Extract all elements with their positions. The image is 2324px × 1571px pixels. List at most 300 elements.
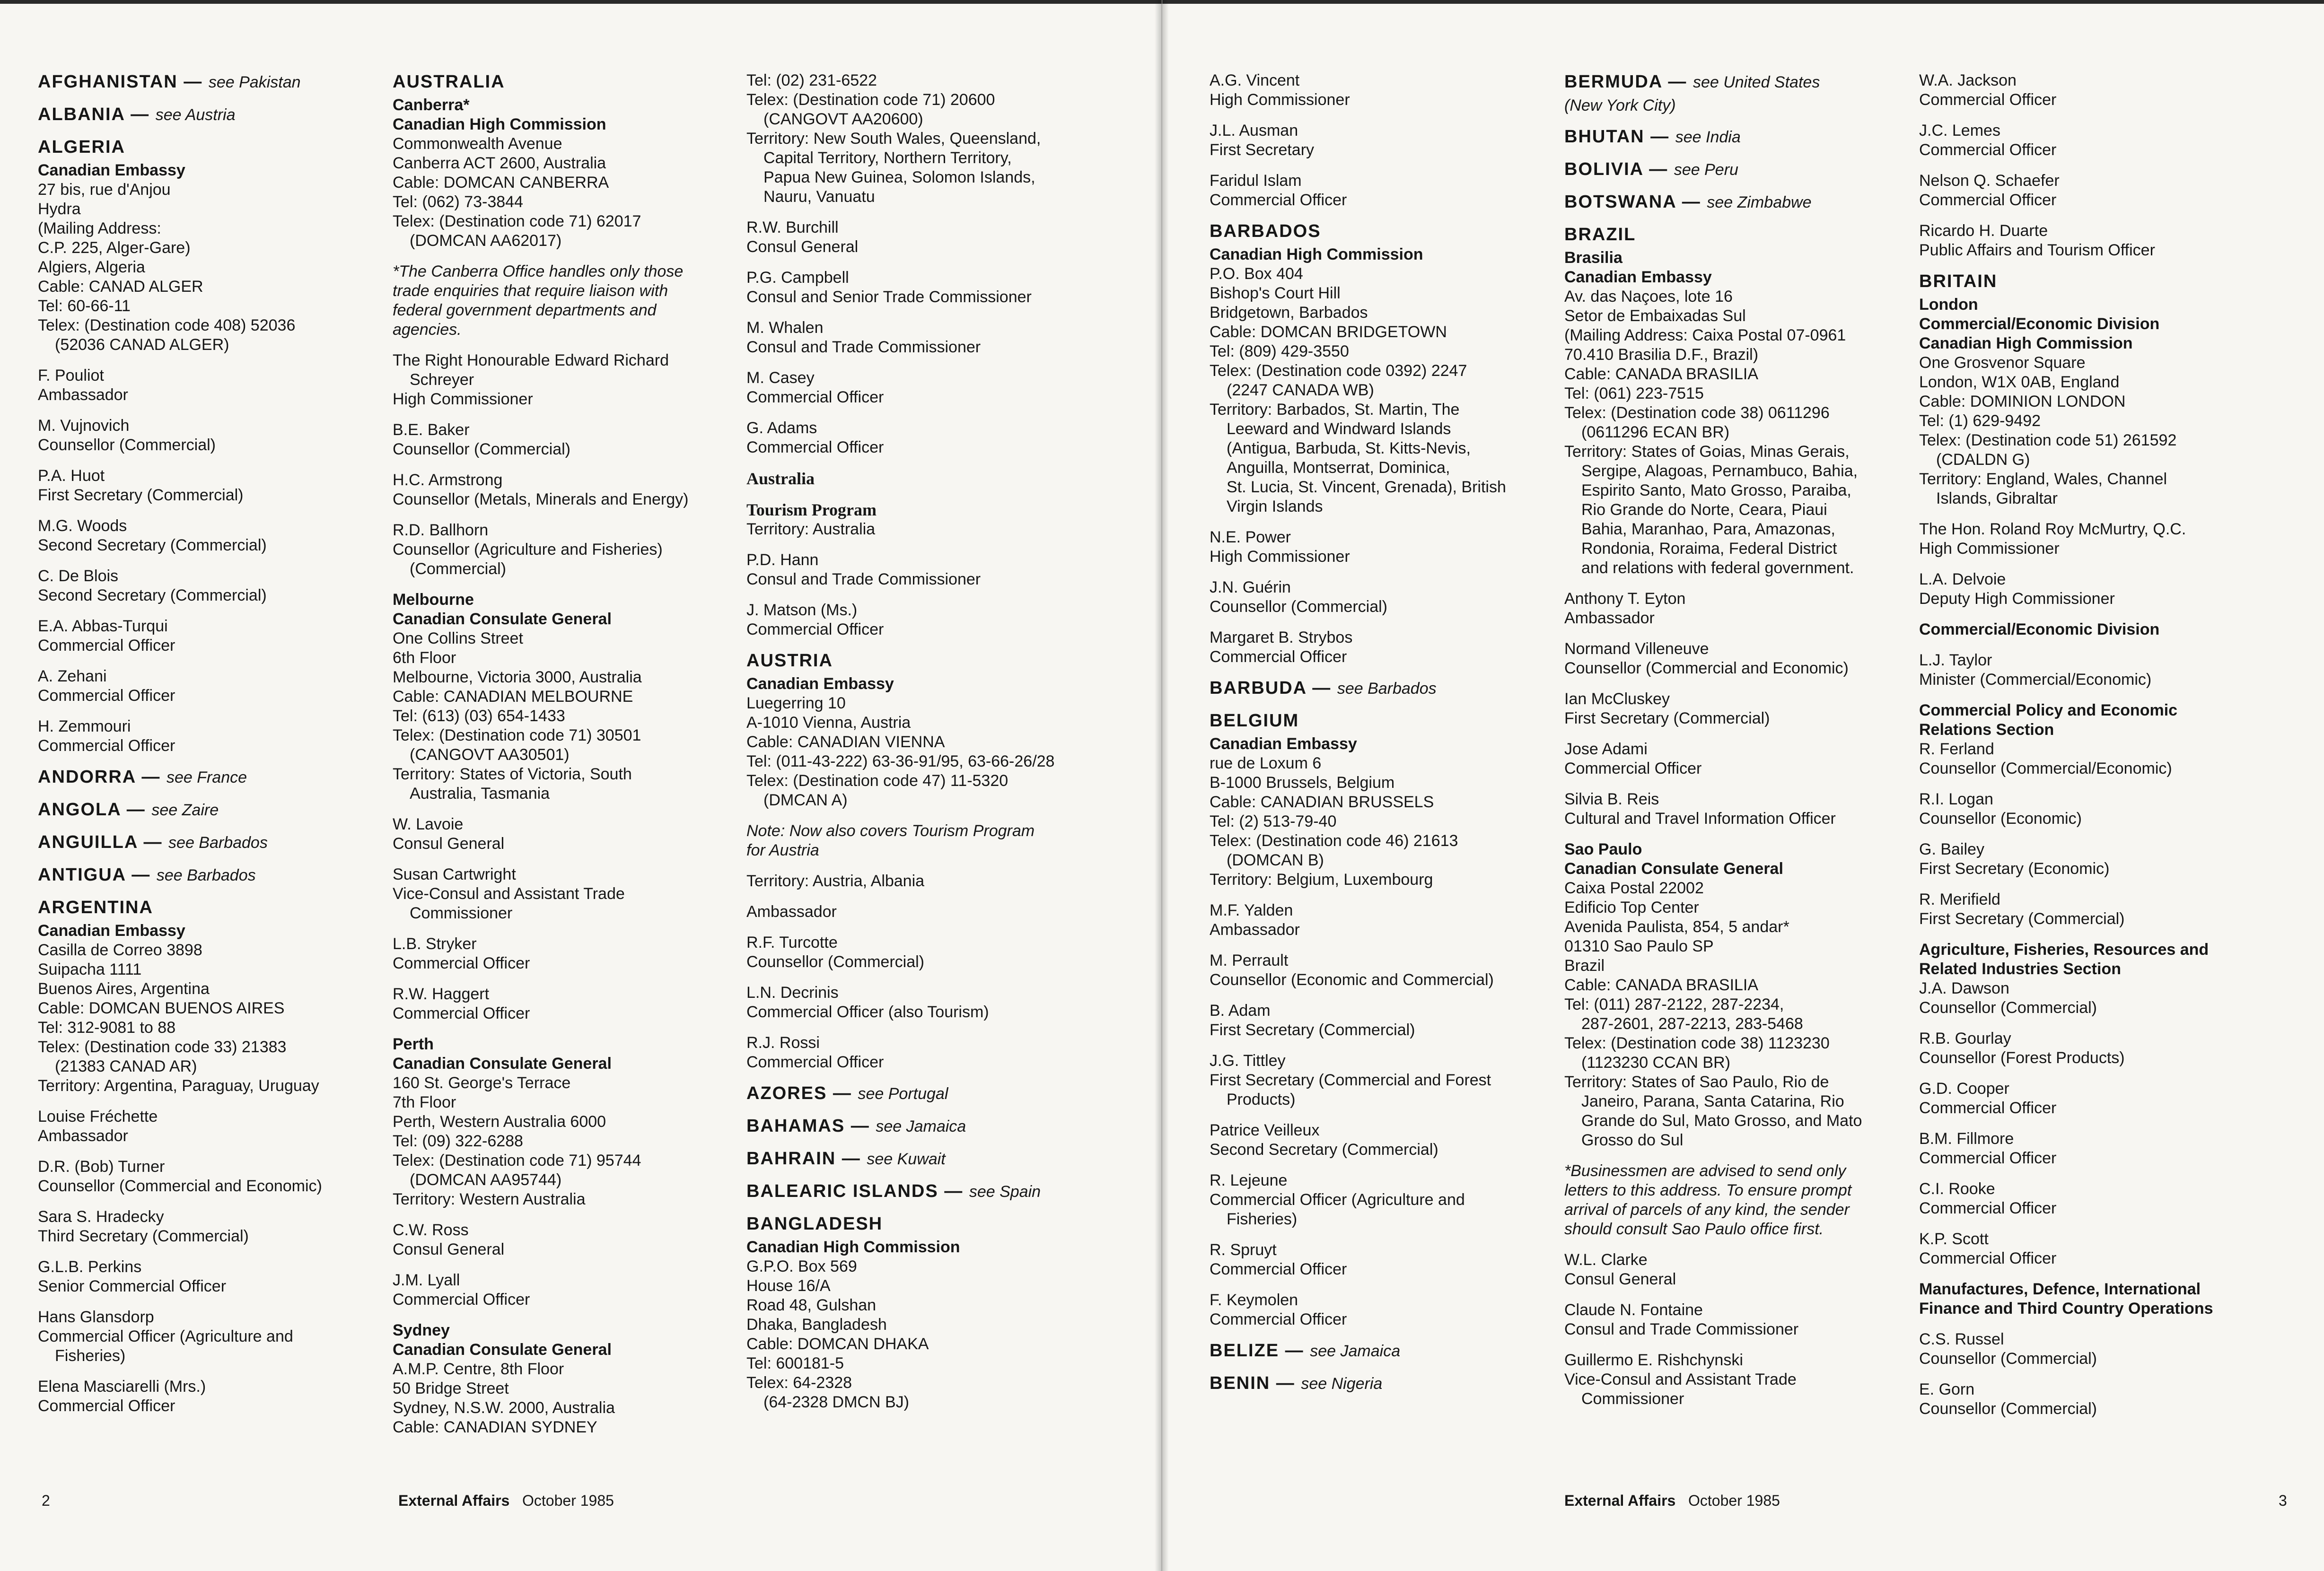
- country-heading: [38, 104, 360, 126]
- entry-line: First Secretary (Commercial): [1919, 910, 2125, 928]
- note-text: trade enquiries that require liaison with: [393, 282, 668, 300]
- entry-line: Territory: States of Victoria, South: [393, 765, 632, 783]
- office-name: Finance and Third Country Operations: [1919, 1300, 2213, 1318]
- entry-line-indented: Grande do Sul, Mato Grosso, and Mato: [1581, 1112, 1862, 1130]
- country-heading: [746, 1180, 1096, 1203]
- country-name: BALEARIC ISLANDS: [746, 1181, 938, 1201]
- entry-line: J.M. Lyall: [393, 1271, 460, 1289]
- entry-line: Counsellor (Economic): [1919, 810, 2082, 828]
- country-name: AUSTRIA: [746, 651, 833, 671]
- city-name: London: [1919, 296, 1978, 314]
- entry-line: Suipacha 1111: [38, 960, 142, 978]
- entry-line: Avenida Paulista, 854, 5 andar*: [1564, 918, 1789, 936]
- office-name: Canadian Embassy: [38, 161, 185, 179]
- entry-line: Consul and Trade Commissioner: [1564, 1320, 1799, 1338]
- entry-line: L.B. Stryker: [393, 935, 477, 953]
- entry-line: Cable: DOMCAN DHAKA: [746, 1335, 929, 1353]
- spacer: [1919, 929, 2269, 940]
- entry-line: Hans Glansdorp: [38, 1308, 154, 1326]
- entry-line: Territory: Austria, Albania: [746, 872, 925, 890]
- spacer: [38, 355, 360, 366]
- entry-line: First Secretary (Commercial): [38, 486, 244, 504]
- entry-line: J.N. Guérin: [1210, 578, 1291, 596]
- spacer: [1919, 829, 2269, 840]
- city-name: Sao Paulo: [1564, 840, 1642, 858]
- entry-line: J.A. Dawson: [1919, 979, 2009, 997]
- entry-line: K.P. Scott: [1919, 1230, 1989, 1248]
- entry-line: Ambassador: [38, 386, 128, 404]
- office-name: Manufactures, Defence, International: [1919, 1280, 2201, 1298]
- entry-line: Vice-Consul and Assistant Trade: [393, 885, 625, 903]
- entry-line: Cable: CANADA BRASILIA: [1564, 976, 1759, 994]
- entry-line: Commercial Officer: [38, 1397, 175, 1415]
- entry-line: Ricardo H. Duarte: [1919, 222, 2048, 240]
- country-name: BRAZIL: [1564, 225, 1636, 244]
- see-reference: see India: [1675, 128, 1741, 146]
- entry-line-indented: Australia, Tasmania: [410, 785, 550, 803]
- office-name: Canadian High Commission: [393, 115, 606, 133]
- entry-line: H.C. Armstrong: [393, 471, 503, 489]
- entry-line: Bishop's Court Hill: [1210, 284, 1341, 302]
- entry-line: L.N. Decrinis: [746, 984, 839, 1002]
- entry-line: G.L.B. Perkins: [38, 1258, 142, 1276]
- office-name: Canadian Embassy: [38, 922, 185, 940]
- note-text: should consult Sao Paulo office first.: [1564, 1220, 1824, 1238]
- entry-line: Telex: (Destination code 47) 11-5320: [746, 772, 1009, 790]
- entry-line: Commercial Officer: [1210, 1310, 1347, 1328]
- entry-line: Tel: (2) 513-79-40: [1210, 812, 1337, 830]
- entry-line: R. Merifield: [1919, 890, 2000, 908]
- spacer: [746, 1022, 1096, 1033]
- entry-line: Telex: (Destination code 71) 62017: [393, 212, 641, 230]
- spacer: [1919, 1068, 2269, 1079]
- spacer: [1919, 609, 2269, 620]
- footer-publication: External Affairs: [1564, 1492, 1676, 1509]
- see-dash: —: [124, 105, 156, 124]
- footer-date: October 1985: [1688, 1492, 1780, 1509]
- entry-line: Nelson Q. Schaefer: [1919, 172, 2060, 190]
- entry-line: 7th Floor: [393, 1093, 456, 1111]
- entry-line-indented: Bahia, Maranhao, Para, Amazonas,: [1581, 520, 1835, 538]
- spacer: [1919, 1118, 2269, 1129]
- country-name: ANTIGUA: [38, 865, 126, 885]
- entry-line: Commercial Officer: [1919, 1149, 2057, 1167]
- country-heading: [38, 766, 360, 788]
- entry-line-indented: (CANGOVT AA20600): [763, 110, 923, 128]
- spacer: [746, 860, 1096, 872]
- top-rule: [0, 0, 1162, 4]
- see-dash: —: [177, 72, 209, 92]
- spacer: [746, 810, 1096, 821]
- entry-line: R. Lejeune: [1210, 1171, 1288, 1189]
- entry-line: Counsellor (Commercial): [393, 440, 570, 458]
- entry-line-indented: Espirito Santo, Mato Grosso, Paraiba,: [1581, 481, 1851, 499]
- entry-line: H. Zemmouri: [38, 717, 131, 735]
- country-name: BARBADOS: [1210, 221, 1321, 241]
- spacer: [393, 579, 743, 590]
- entry-line: Consul General: [393, 835, 505, 853]
- entry-line: J. Matson (Ms.): [746, 601, 858, 619]
- entry-line: G. Bailey: [1919, 840, 1984, 858]
- entry-line: Commercial Officer: [1210, 1260, 1347, 1278]
- entry-line: Tel: (1) 629-9492: [1919, 412, 2041, 430]
- country-heading: [1564, 224, 1914, 245]
- entry-line-indented: (DOMCAN B): [1227, 851, 1324, 869]
- entry-line: Cable: CANADIAN VIENNA: [746, 733, 945, 751]
- entry-line: B. Adam: [1210, 1002, 1271, 1020]
- entry-line: First Secretary (Commercial and Forest: [1210, 1071, 1491, 1089]
- office-name: Canadian Embassy: [746, 675, 894, 693]
- entry-line: Commercial Officer: [393, 1291, 530, 1309]
- spacer: [1210, 990, 1531, 1001]
- entry-line: J.C. Lemes: [1919, 122, 2000, 140]
- entry-line: F. Keymolen: [1210, 1291, 1298, 1309]
- entry-line-indented: (21383 CANAD AR): [55, 1057, 197, 1075]
- entry-line: Second Secretary (Commercial): [38, 586, 267, 604]
- spacer: [393, 1209, 743, 1221]
- country-heading: [746, 1115, 1096, 1137]
- entry-line: Sara S. Hradecky: [38, 1208, 164, 1226]
- entry-line: Commercial Officer: [393, 1004, 530, 1022]
- entry-line-indented: Fisheries): [1227, 1210, 1298, 1228]
- entry-line: Commercial Officer: [393, 954, 530, 972]
- entry-line-indented: St. Lucia, St. Vincent, Grenada), British: [1227, 478, 1506, 496]
- spacer: [1919, 1318, 2269, 1330]
- entry-line: R. Spruyt: [1210, 1241, 1277, 1259]
- entry-line: Telex: (Destination code 408) 52036: [38, 316, 296, 334]
- entry-line: Commercial Officer: [1919, 141, 2057, 159]
- entry-line: E.A. Abbas-Turqui: [38, 617, 168, 635]
- entry-line: G. Adams: [746, 419, 817, 437]
- country-name: BHUTAN: [1564, 127, 1645, 147]
- spacer: [746, 891, 1096, 902]
- entry-line: Dhaka, Bangladesh: [746, 1316, 887, 1334]
- see-reference: see Barbados: [168, 834, 268, 852]
- entry-line: Claude N. Fontaine: [1564, 1301, 1703, 1319]
- entry-line: Elena Masciarelli (Mrs.): [38, 1378, 206, 1396]
- entry-line: 6th Floor: [393, 649, 456, 667]
- entry-line: Commercial Officer (Agriculture and: [1210, 1191, 1465, 1209]
- entry-line: Faridul Islam: [1210, 172, 1302, 190]
- entry-line: Territory: England, Wales, Channel: [1919, 470, 2167, 488]
- country-name: BAHAMAS: [746, 1116, 845, 1136]
- entry-line-indented: Commissioner: [1581, 1390, 1684, 1408]
- entry-line: Guillermo E. Rishchynski: [1564, 1351, 1743, 1369]
- entry-line: Melbourne, Victoria 3000, Australia: [393, 668, 642, 686]
- program-heading: Tourism Program: [746, 500, 877, 519]
- spacer: [746, 307, 1096, 318]
- country-name: AZORES: [746, 1083, 827, 1103]
- country-heading: [38, 897, 360, 918]
- entry-line: Road 48, Gulshan: [746, 1296, 877, 1314]
- entry-line: Margaret B. Strybos: [1210, 628, 1353, 646]
- entry-line: Telex: (Destination code 51) 261592: [1919, 431, 2177, 449]
- entry-line: rue de Loxum 6: [1210, 754, 1322, 772]
- spacer: [1210, 617, 1531, 628]
- see-dash: —: [827, 1083, 858, 1103]
- entry-line: Cable: CANADIAN MELBOURNE: [393, 688, 633, 706]
- office-name: Canadian Consulate General: [393, 610, 612, 628]
- entry-line: Telex: (Destination code 33) 21383: [38, 1038, 287, 1056]
- see-dash: —: [1676, 192, 1707, 212]
- country-heading: [1564, 158, 1914, 181]
- entry-line: 160 St. George's Terrace: [393, 1074, 571, 1092]
- entry-line: Counsellor (Commercial): [746, 953, 924, 971]
- country-heading: [1210, 220, 1531, 242]
- entry-line: Counsellor (Commercial and Economic): [38, 1177, 322, 1195]
- entry-line: J.L. Ausman: [1210, 122, 1298, 140]
- entry-line-indented: Commissioner: [410, 904, 513, 922]
- see-reference: see Kuwait: [867, 1150, 946, 1168]
- country-name: BOLIVIA: [1564, 159, 1643, 179]
- country-heading: [746, 1082, 1096, 1105]
- entry-line-indented: Anguilla, Montserrat, Dominica,: [1227, 459, 1450, 477]
- entry-line: Brazil: [1564, 957, 1605, 975]
- spacer: [1919, 639, 2269, 651]
- entry-line: Territory: States of Sao Paulo, Rio de: [1564, 1073, 1829, 1091]
- entry-line: Counsellor (Commercial and Economic): [1564, 659, 1849, 677]
- see-dash: —: [135, 767, 167, 787]
- spacer: [746, 257, 1096, 268]
- note-text: letters to this address. To ensure prompt: [1564, 1181, 1852, 1199]
- entry-line-indented: Rio Grande do Norte, Ceara, Piaui: [1581, 501, 1827, 519]
- entry-line: Ambassador: [38, 1127, 128, 1145]
- entry-line: Telex: (Destination code 46) 21613: [1210, 832, 1458, 850]
- entry-line: Territory: Belgium, Luxembourg: [1210, 871, 1433, 889]
- spacer: [1919, 1018, 2269, 1029]
- note-text: (New York City): [1564, 96, 1676, 114]
- spacer: [746, 357, 1096, 368]
- entry-line: W.A. Jackson: [1919, 71, 2017, 89]
- entry-line: (Mailing Address:: [38, 219, 161, 237]
- entry-line: Cable: DOMCAN BRIDGETOWN: [1210, 323, 1447, 341]
- spacer: [393, 1309, 743, 1321]
- entry-line: M. Vujnovich: [38, 417, 130, 435]
- entry-line: Hydra: [38, 200, 81, 218]
- spacer: [1210, 567, 1531, 578]
- country-heading: [1210, 710, 1531, 732]
- spacer: [1919, 778, 2269, 790]
- entry-line: P.G. Campbell: [746, 269, 849, 287]
- entry-line: Commercial Officer: [1919, 1199, 2057, 1217]
- spacer: [1210, 1279, 1531, 1291]
- spacer: [1210, 160, 1531, 171]
- entry-line: Territory: States of Goias, Minas Gerais,: [1564, 443, 1850, 461]
- city-name: Melbourne: [393, 591, 474, 609]
- entry-line: R.F. Turcotte: [746, 934, 838, 951]
- entry-line: Territory: Argentina, Paraguay, Uruguay: [38, 1077, 319, 1095]
- country-name: BOTSWANA: [1564, 192, 1676, 212]
- spacer: [1919, 110, 2269, 121]
- entry-line: B.M. Fillmore: [1919, 1130, 2014, 1148]
- entry-line: The Hon. Roland Roy McMurtry, Q.C.: [1919, 520, 2186, 538]
- spacer: [1919, 1168, 2269, 1179]
- country-heading: [38, 799, 360, 821]
- top-rule: [1162, 0, 2324, 4]
- entry-line: Cable: DOMCAN BUENOS AIRES: [38, 999, 285, 1017]
- page-number: 3: [2279, 1492, 2287, 1509]
- entry-line: Commercial Officer (Agriculture and: [38, 1327, 293, 1345]
- entry-line: Counsellor (Commercial/Economic): [1919, 759, 2172, 777]
- spacer: [393, 803, 743, 815]
- entry-line: Ambassador: [1210, 921, 1300, 939]
- spacer: [1210, 940, 1531, 951]
- country-name: BAHRAIN: [746, 1149, 836, 1169]
- note-text: federal government departments and: [393, 301, 657, 319]
- see-dash: —: [836, 1149, 867, 1169]
- country-name: BARBUDA: [1210, 678, 1307, 698]
- entry-line: High Commissioner: [1210, 548, 1350, 566]
- office-name: Canadian Embassy: [1210, 735, 1357, 753]
- entry-line: Tel: (011) 287-2122, 287-2234,: [1564, 995, 1784, 1013]
- entry-line: Counsellor (Agriculture and Fisheries): [393, 541, 663, 559]
- entry-line: Telex: (Destination code 71) 30501: [393, 726, 641, 744]
- entry-line: Territory: New South Wales, Queensland,: [746, 130, 1041, 148]
- spacer: [393, 973, 743, 985]
- see-dash: —: [121, 800, 152, 820]
- country-name: ARGENTINA: [38, 898, 153, 917]
- spacer: [1564, 678, 1914, 689]
- entry-line: Luegerring 10: [746, 694, 846, 712]
- country-name: ANGUILLA: [38, 832, 138, 852]
- spacer: [746, 589, 1096, 601]
- entry-line-indented: Papua New Guinea, Solomon Islands,: [763, 168, 1035, 186]
- entry-line: Territory: Barbados, St. Martin, The: [1210, 401, 1460, 419]
- spacer: [38, 505, 360, 516]
- entry-line: Telex: (Destination code 38) 1123230: [1564, 1034, 1830, 1052]
- spacer: [38, 1246, 360, 1257]
- entry-line: A.M.P. Centre, 8th Floor: [393, 1360, 564, 1378]
- see-dash: —: [845, 1116, 876, 1136]
- city-name: Sydney: [393, 1321, 450, 1339]
- spacer: [1564, 1239, 1914, 1250]
- spacer: [393, 340, 743, 351]
- binding-gutter: [1155, 0, 1169, 1571]
- entry-line: Commercial Officer: [1919, 1249, 2057, 1267]
- spacer: [1919, 160, 2269, 171]
- entry-line: P.O. Box 404: [1210, 265, 1303, 283]
- country-heading: [1564, 191, 1914, 213]
- entry-line: Caixa Postal 22002: [1564, 879, 1704, 897]
- entry-line: Commercial Officer: [746, 1053, 884, 1071]
- entry-line-indented: Grosso do Sul: [1581, 1131, 1684, 1149]
- entry-line: R.I. Logan: [1919, 790, 1993, 808]
- see-reference: see Pakistan: [208, 73, 301, 91]
- program-heading: Australia: [746, 469, 815, 488]
- entry-line: M. Casey: [746, 369, 815, 387]
- entry-line: 01310 Sao Paulo SP: [1564, 937, 1714, 955]
- spacer: [1564, 1289, 1914, 1300]
- entry-line: Commercial Officer: [746, 620, 884, 638]
- entry-line: R.B. Gourlay: [1919, 1030, 2011, 1047]
- entry-line: Second Secretary (Commercial): [38, 536, 267, 554]
- country-heading: [746, 1213, 1096, 1235]
- entry-line-indented: (CANGOVT AA30501): [410, 746, 570, 764]
- entry-line: A.G. Vincent: [1210, 71, 1300, 89]
- entry-line: Commercial Officer: [1919, 1099, 2057, 1117]
- entry-line: High Commissioner: [1210, 91, 1350, 109]
- entry-line: Counsellor (Metals, Minerals and Energy): [393, 490, 689, 508]
- country-name: AUSTRALIA: [393, 72, 505, 92]
- office-name: Canadian High Commission: [1210, 245, 1423, 263]
- office-name: Canadian Consulate General: [1564, 860, 1783, 878]
- entry-line: B.E. Baker: [393, 421, 470, 439]
- country-name: BELIZE: [1210, 1341, 1280, 1361]
- entry-line: 50 Bridge Street: [393, 1379, 509, 1397]
- entry-line: G.P.O. Box 569: [746, 1257, 857, 1275]
- entry-line: Public Affairs and Tourism Officer: [1919, 241, 2155, 259]
- spacer: [746, 457, 1096, 469]
- entry-line: Commercial Officer: [1564, 759, 1702, 777]
- spacer: [393, 459, 743, 471]
- entry-line: Cable: DOMCAN CANBERRA: [393, 174, 609, 192]
- spacer: [38, 405, 360, 416]
- spacer: [1919, 689, 2269, 701]
- note-text: agencies.: [393, 321, 462, 339]
- page-footer: [398, 1492, 614, 1510]
- entry-line: First Secretary: [1210, 141, 1315, 159]
- see-dash: —: [125, 865, 157, 885]
- entry-line: London, W1X 0AB, England: [1919, 373, 2120, 391]
- country-heading: [1564, 71, 1914, 93]
- see-dash: —: [1643, 159, 1674, 179]
- spacer: [746, 922, 1096, 933]
- entry-line: A. Zehani: [38, 667, 107, 685]
- entry-line: F. Pouliot: [38, 367, 104, 384]
- spacer: [1564, 578, 1914, 589]
- city-name: Brasilia: [1564, 249, 1622, 267]
- entry-line-indented: (DMCAN A): [763, 791, 848, 809]
- spacer: [393, 409, 743, 420]
- country-heading: [1210, 677, 1531, 699]
- spacer: [1564, 628, 1914, 639]
- entry-line: First Secretary (Commercial): [1210, 1021, 1415, 1039]
- entry-line: 27 bis, rue d'Anjou: [38, 181, 171, 199]
- entry-line: M.G. Woods: [38, 517, 127, 535]
- directory-column: [1919, 71, 2269, 1419]
- see-reference: see Portugal: [858, 1085, 948, 1103]
- entry-line: R.D. Ballhorn: [393, 521, 489, 539]
- entry-line: Consul General: [1564, 1270, 1676, 1288]
- entry-line: Perth, Western Australia 6000: [393, 1113, 606, 1131]
- spacer: [38, 1096, 360, 1107]
- entry-line: Commercial Officer: [38, 637, 175, 655]
- see-reference: see United States: [1693, 73, 1820, 91]
- entry-line: Setor de Embaixadas Sul: [1564, 307, 1746, 325]
- entry-line: Commonwealth Avenue: [393, 135, 562, 153]
- entry-line-indented: Leeward and Windward Islands: [1227, 420, 1451, 438]
- spacer: [1564, 1339, 1914, 1351]
- spacer: [1919, 210, 2269, 221]
- entry-line: Territory: Australia: [746, 520, 876, 538]
- entry-line: (Mailing Address: Caixa Postal 07-0961: [1564, 326, 1846, 344]
- entry-line: Territory: Western Australia: [393, 1190, 586, 1208]
- entry-line: Tel: (011-43-222) 63-36-91/95, 63-66-26/28: [746, 752, 1055, 770]
- entry-line: Tel: 312-9081 to 88: [38, 1019, 176, 1037]
- see-reference: see Spain: [969, 1183, 1041, 1201]
- entry-line: M. Whalen: [746, 319, 824, 337]
- spacer: [1919, 559, 2269, 570]
- entry-line: P.A. Huot: [38, 467, 105, 485]
- entry-line: Edificio Top Center: [1564, 899, 1699, 916]
- entry-line: Bridgetown, Barbados: [1210, 304, 1368, 322]
- city-name: Perth: [393, 1035, 434, 1053]
- entry-line: The Right Honourable Edward Richard: [393, 351, 669, 369]
- country-heading: [38, 71, 360, 93]
- spacer: [1919, 1268, 2269, 1280]
- entry-line-indented: (DOMCAN AA95744): [410, 1171, 562, 1189]
- entry-line: Patrice Veilleux: [1210, 1121, 1320, 1139]
